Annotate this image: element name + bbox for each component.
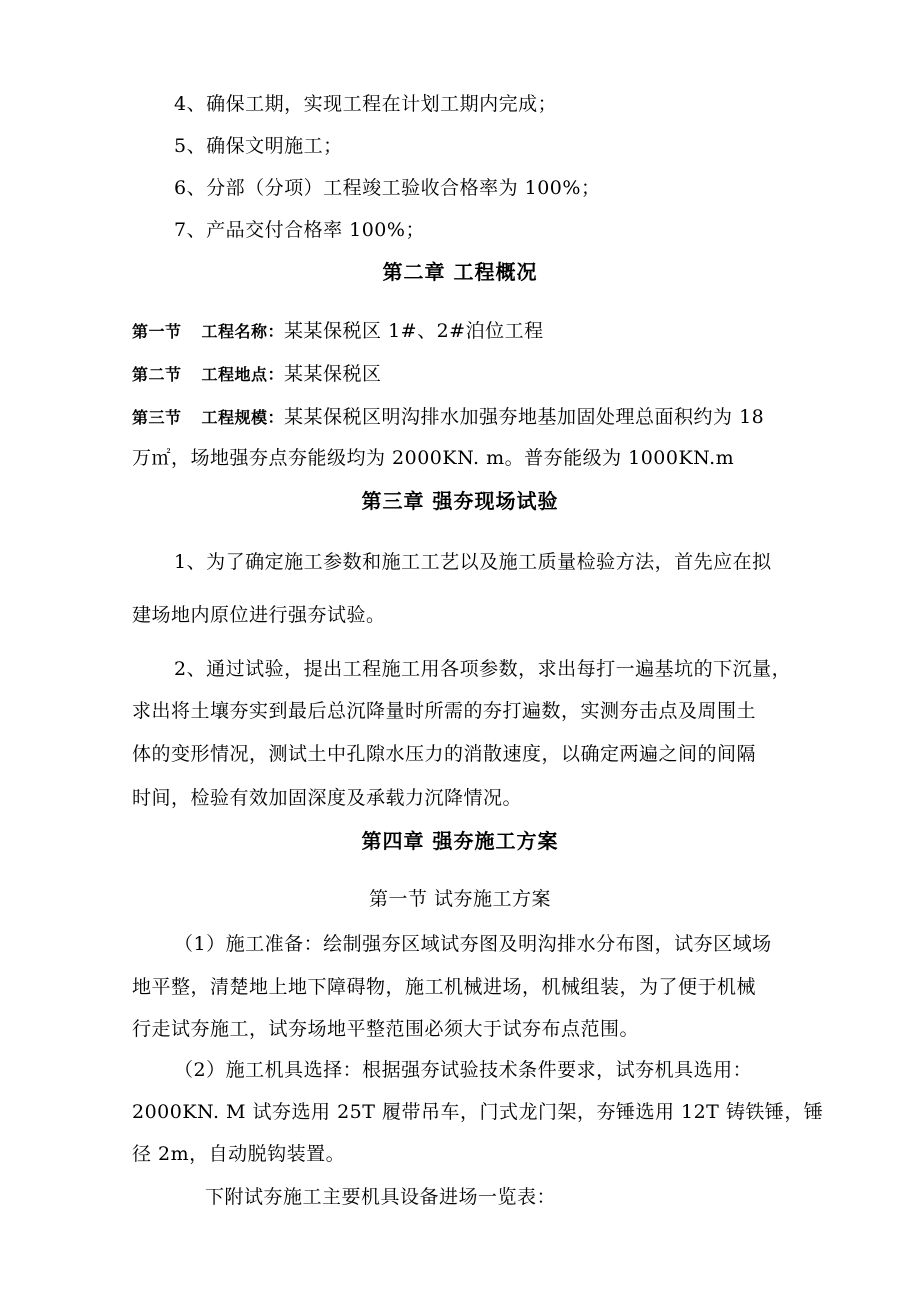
chapter-4-title: 第四章 强夯施工方案 (361, 829, 559, 853)
section-field-value: 某某保税区明沟排水加强夯地基加固处理总面积约为 18 (284, 406, 765, 428)
paragraph-2-line-4: 时间，检验有效加固深度及承载力沉降情况。 (132, 787, 523, 809)
section-project-location (132, 361, 382, 388)
section-label: 第二节 (132, 365, 182, 384)
paragraph-2-line-2: 求出将土壤夯实到最后总沉降量时所需的夯打遍数，实测夯击点及周围土 (132, 700, 757, 722)
paragraph-2-line-1: 2、通过试验，提出工程施工用各项参数，求出每打一遍基坑的下沉量， (174, 658, 792, 680)
section-field-name: 工程名称： (201, 322, 285, 341)
section-label: 第三节 (132, 408, 182, 427)
project-scale-continuation: 万㎡，场地强夯点夯能级均为 2000KN. m。普夯能级为 1000KN.m (132, 447, 735, 469)
prep-line-1: （1）施工准备：绘制强夯区域试夯图及明沟排水分布图，试夯区域场 (174, 933, 772, 955)
section-label: 第一节 (132, 322, 182, 341)
equipment-table-intro: 下附试夯施工主要机具设备进场一览表： (205, 1186, 557, 1208)
machinery-line-1: （2）施工机具选择：根据强夯试验技术条件要求，试夯机具选用： (174, 1059, 753, 1081)
section-1-title: 第一节 试夯施工方案 (368, 888, 552, 910)
section-field-value: 某某保税区 1#、2#泊位工程 (284, 320, 544, 342)
prep-line-3: 行走试夯施工，试夯场地平整范围必须大于试夯布点范围。 (132, 1018, 640, 1040)
chapter-2-title: 第二章 工程概况 (382, 260, 538, 284)
section-project-scale (132, 404, 764, 431)
section-field-name: 工程地点： (201, 365, 285, 384)
section-project-name (132, 318, 544, 345)
prep-line-2: 地平整，清楚地上地下障碍物，施工机械进场，机械组装，为了便于机械 (132, 976, 757, 998)
goal-item-6: 6、分部（分项）工程竣工验收合格率为 100%； (174, 177, 601, 199)
machinery-line-3: 径 2m，自动脱钩装置。 (132, 1143, 346, 1165)
section-field-name: 工程规模： (201, 408, 285, 427)
paragraph-1-line-1: 1、为了确定施工参数和施工工艺以及施工质量检验方法，首先应在拟 (174, 551, 772, 573)
paragraph-2-line-3: 体的变形情况，测试土中孔隙水压力的消散速度，以确定两遍之间的间隔 (132, 743, 757, 765)
chapter-3-title: 第三章 强夯现场试验 (361, 489, 559, 513)
goal-item-5: 5、确保文明施工； (174, 135, 343, 157)
section-field-value: 某某保税区 (284, 363, 382, 385)
machinery-line-2: 2000KN. M 试夯选用 25T 履带吊车，门式龙门架，夯锤选用 12T 铸铁锤，锤 (132, 1101, 824, 1123)
paragraph-1-line-2: 建场地内原位进行强夯试验。 (132, 604, 386, 626)
goal-item-4: 4、确保工期，实现工程在计划工期内完成； (174, 93, 558, 115)
goal-item-7: 7、产品交付合格率 100%； (174, 219, 425, 241)
